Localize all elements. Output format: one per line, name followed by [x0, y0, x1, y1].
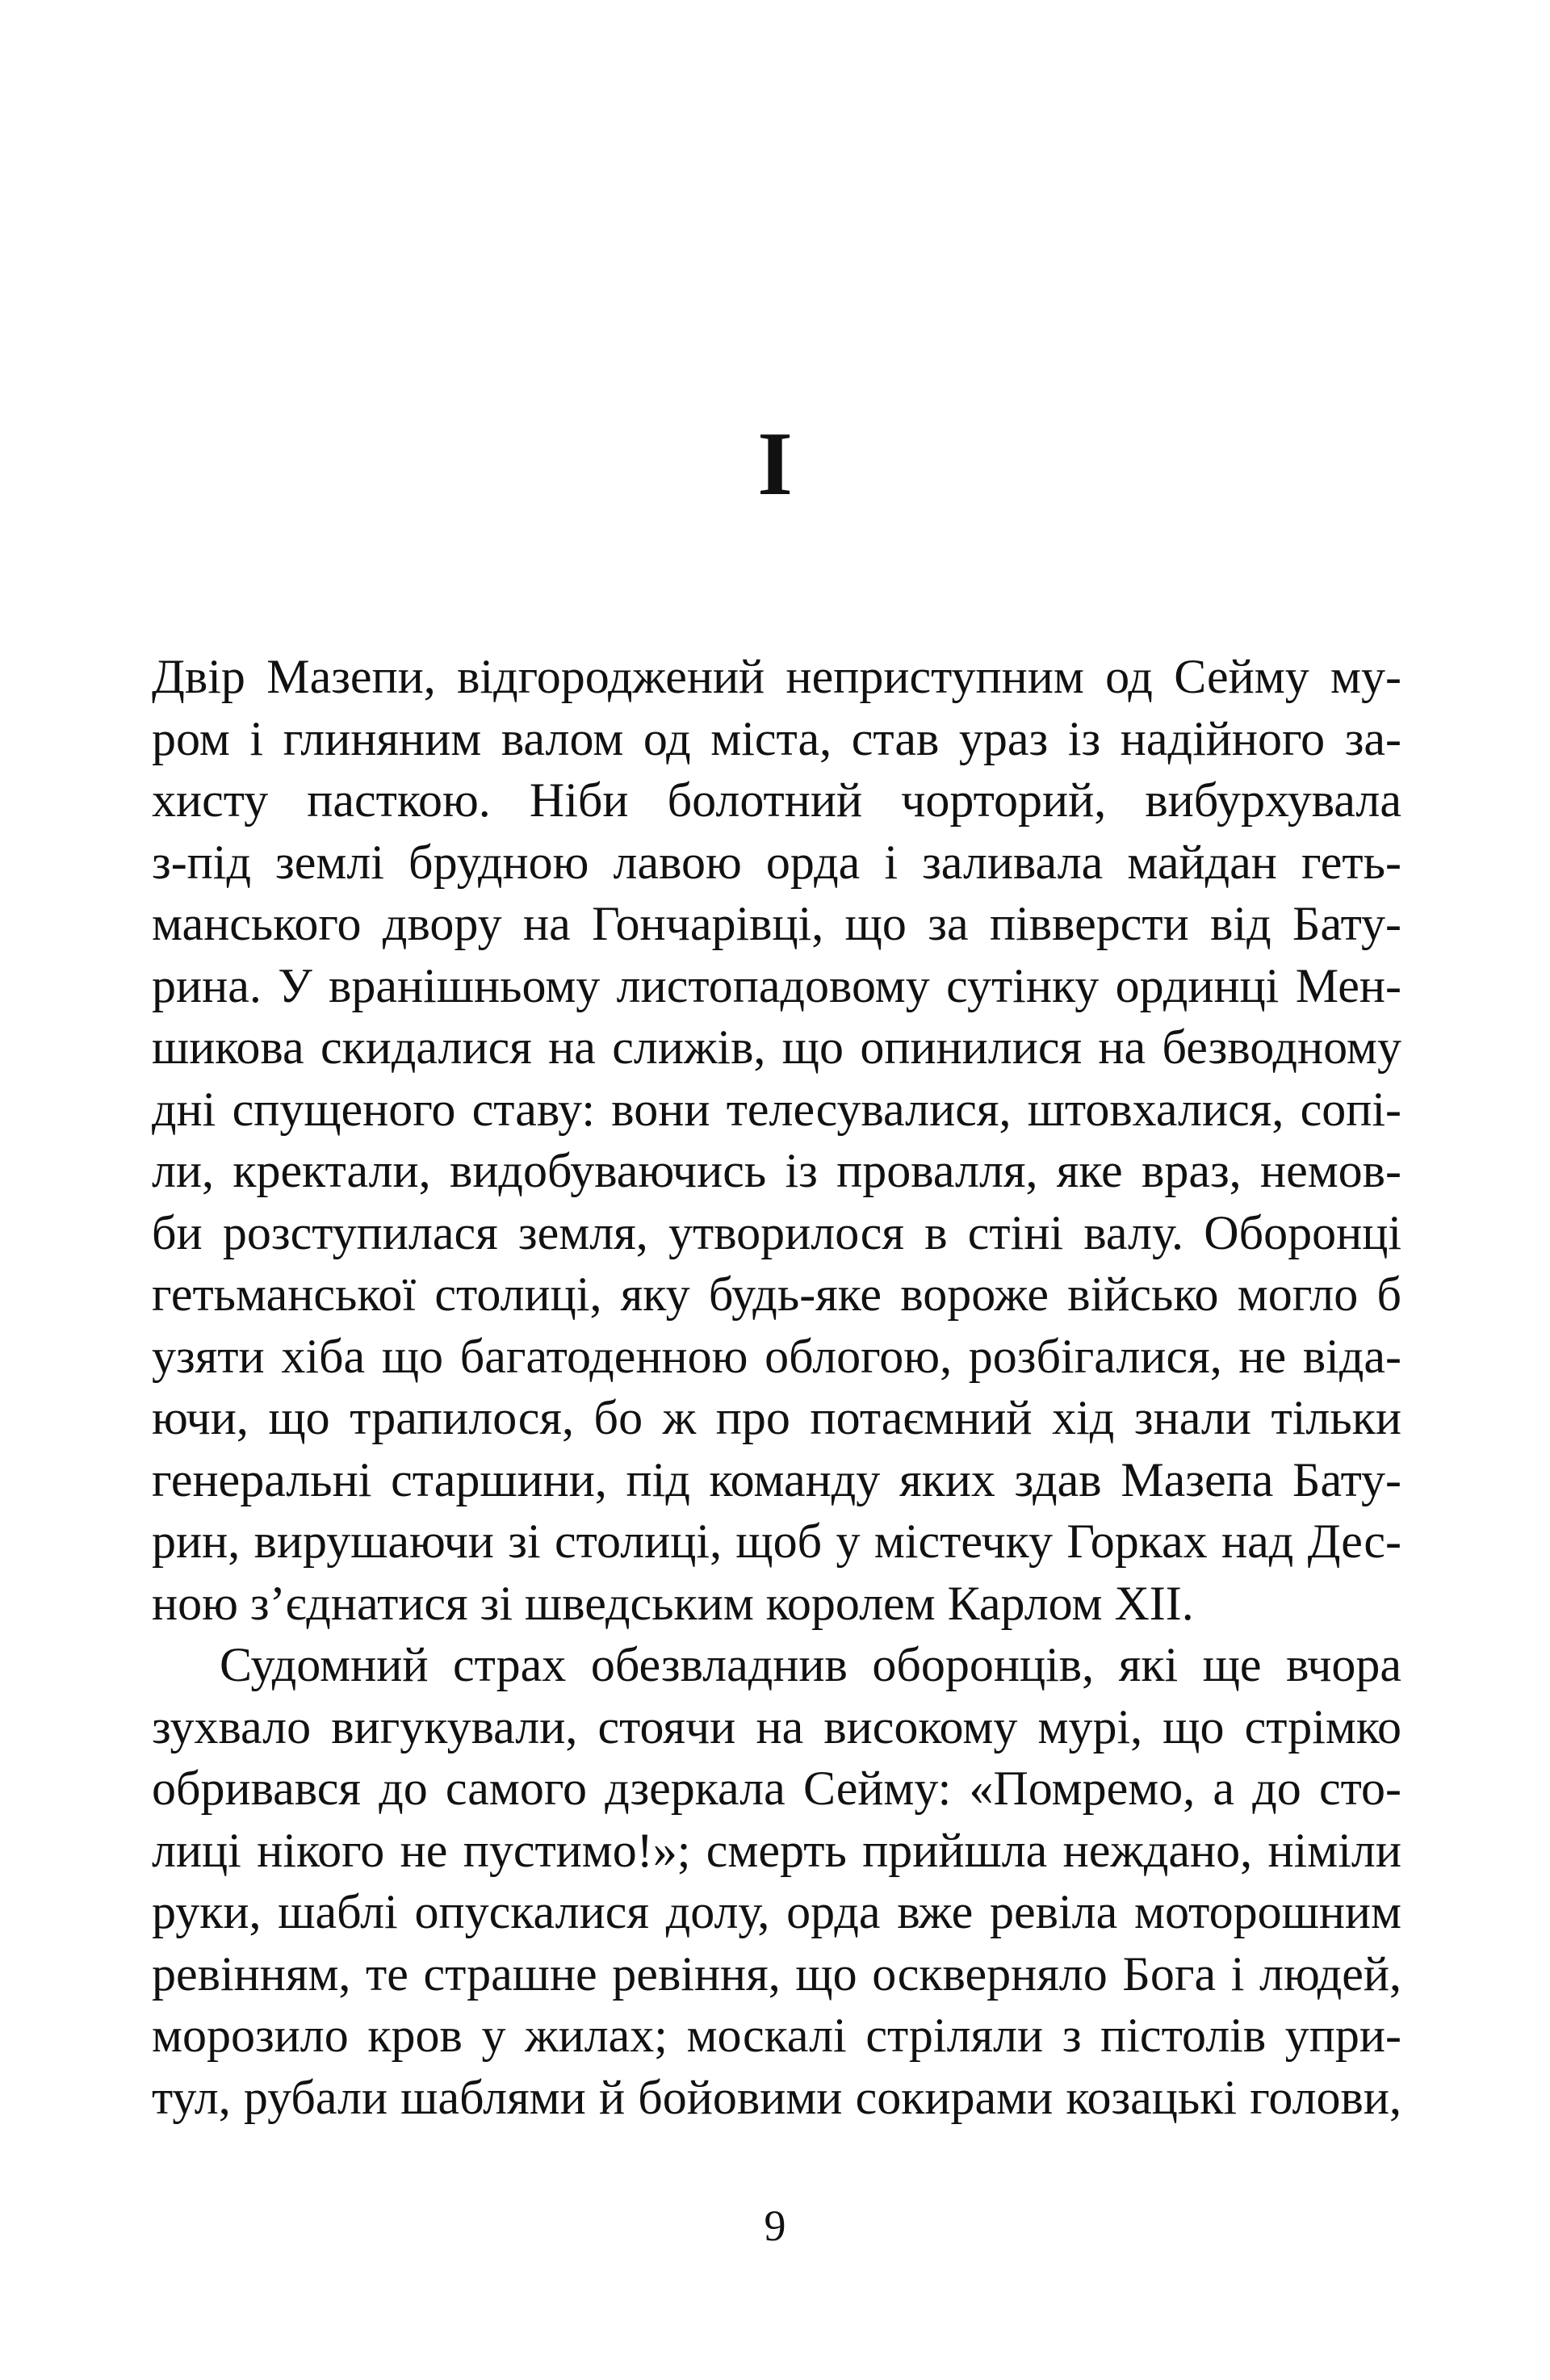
text-line: узяти хіба що багатоденною облогою, розбігалися, не віда- — [152, 1329, 1401, 1383]
text-line: генеральні старшини, під команду яких здав Мазепа Бату- — [152, 1452, 1401, 1506]
body-text — [152, 646, 1401, 2128]
text-line: хисту пасткою. Ніби болотний чорторий, вибурхувала — [152, 773, 1401, 827]
text-line: ли, кректали, видобуваючись із провалля, яке враз, немов- — [152, 1144, 1401, 1197]
text-line: би розступилася земля, утворилося в стіні валу. Оборонці — [152, 1205, 1401, 1259]
text-line: Судомний страх обезвладнив оборонців, які ще вчора — [220, 1638, 1401, 1691]
text-line: тул, рубали шаблями й бойовими сокирами козацькі голови, — [152, 2070, 1401, 2124]
text-line: зухвало вигукували, стоячи на високому мурі, що стрімко — [152, 1699, 1401, 1754]
text-line: ною з’єднатися зі шведським королем Карлом XII. — [152, 1576, 1194, 1630]
text-line: рин, вирушаючи зі столиці, щоб у містечку Горках над Дес- — [152, 1515, 1401, 1568]
text-line: лиці нікого не пустимо!»; смерть прийшла неждано, німіли — [152, 1823, 1401, 1877]
text-line: ром і глиняним валом од міста, став ураз із надійного за- — [152, 711, 1401, 765]
text-line: морозило кров у жилах; москалі стріляли з пістолів упри- — [152, 2009, 1401, 2062]
text-line: Двір Мазепи, відгороджений неприступним од Сейму му- — [152, 650, 1401, 703]
text-line: манського двору на Гончарівці, що за півверсти від Бату- — [152, 897, 1401, 950]
chapter-numeral: I — [757, 414, 793, 514]
page-number: 9 — [764, 2202, 786, 2250]
text-line: рина. У вранішньому листопадовому сутінку ординці Мен- — [152, 958, 1401, 1012]
text-line: з-під землі брудною лавою орда і заливала майдан геть- — [152, 835, 1401, 889]
text-line: обривався до самого дзеркала Сейму: «Помремо, а до сто- — [152, 1762, 1401, 1815]
paragraph-2 — [152, 1634, 1401, 2128]
text-line: руки, шаблі опускалися долу, орда вже ревіла моторошним — [152, 1885, 1401, 1938]
text-line: дні спущеного ставу: вони телесувалися, штовхалися, сопі- — [152, 1082, 1401, 1136]
text-line: шикова скидалися на слижів, що опинилися на безводному — [152, 1020, 1401, 1074]
text-line: гетьманської столиці, яку будь-яке вороже військо могло б — [152, 1268, 1401, 1321]
text-line: ревінням, те страшне ревіння, що оскверняло Бога і людей, — [152, 1946, 1401, 2001]
paragraph-1 — [152, 646, 1401, 1634]
text-line: ючи, що трапилося, бо ж про потаємний хід знали тільки — [152, 1391, 1401, 1444]
